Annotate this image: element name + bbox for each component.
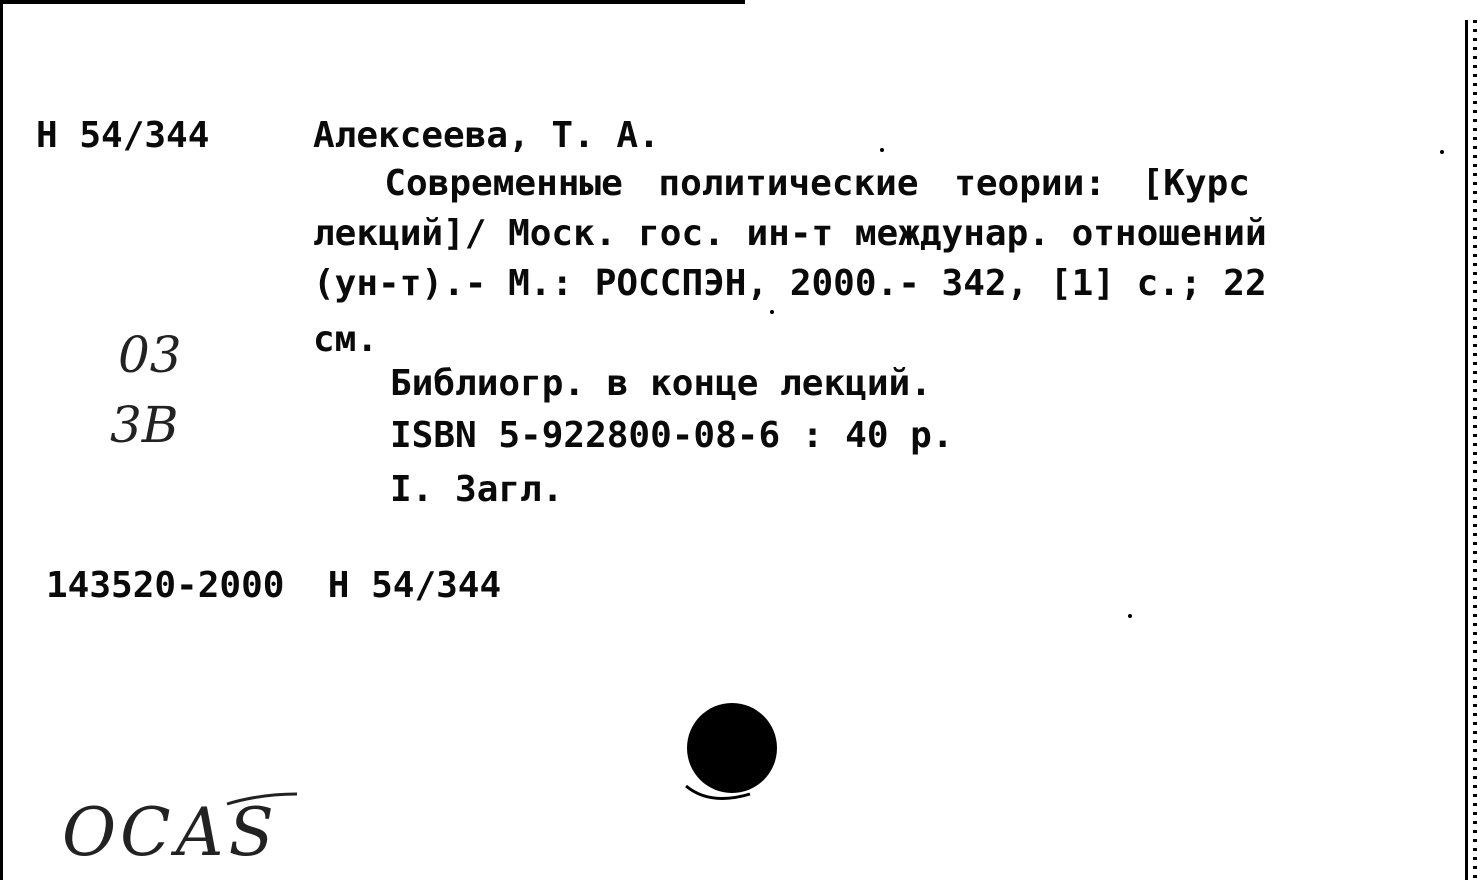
description-line-4: см.: [313, 319, 379, 360]
handwritten-mark-top: 03: [118, 326, 182, 384]
paper-speck: [880, 148, 884, 152]
paper-speck: [770, 310, 774, 314]
paper-speck: [1128, 614, 1132, 618]
handwritten-stroke: [225, 790, 300, 810]
description-line-3: (ун-т).- М.: РОССПЭН, 2000.- 342, [1] с.; 22: [313, 263, 1267, 304]
description-line-1: Современные политические теории: [Курс: [313, 163, 1250, 204]
punch-hole-smear: [680, 770, 770, 810]
author-heading: Алексеева, Т. А.: [313, 115, 660, 156]
card-left-edge: [0, 0, 3, 880]
note-title-entry: I. Загл.: [390, 469, 564, 510]
accession-number: 143520-2000 Н 54/344: [46, 565, 502, 606]
handwritten-mark-bottom: 3В: [110, 396, 179, 454]
description-line-2: лекций]/ Моск. гос. ин-т междунар. отношений: [313, 213, 1267, 254]
paper-speck: [1440, 150, 1444, 154]
card-right-edge: [1465, 20, 1473, 880]
call-number: Н 54/344: [36, 115, 210, 156]
card-top-edge: [0, 0, 745, 4]
card-right-edge-texture: [1473, 20, 1477, 880]
note-isbn: ISBN 5-922800-08-6 : 40 р.: [390, 415, 954, 456]
handwritten-corner-code: ОСАS: [62, 794, 278, 871]
note-bibliography: Библиогр. в конце лекций.: [390, 363, 932, 404]
